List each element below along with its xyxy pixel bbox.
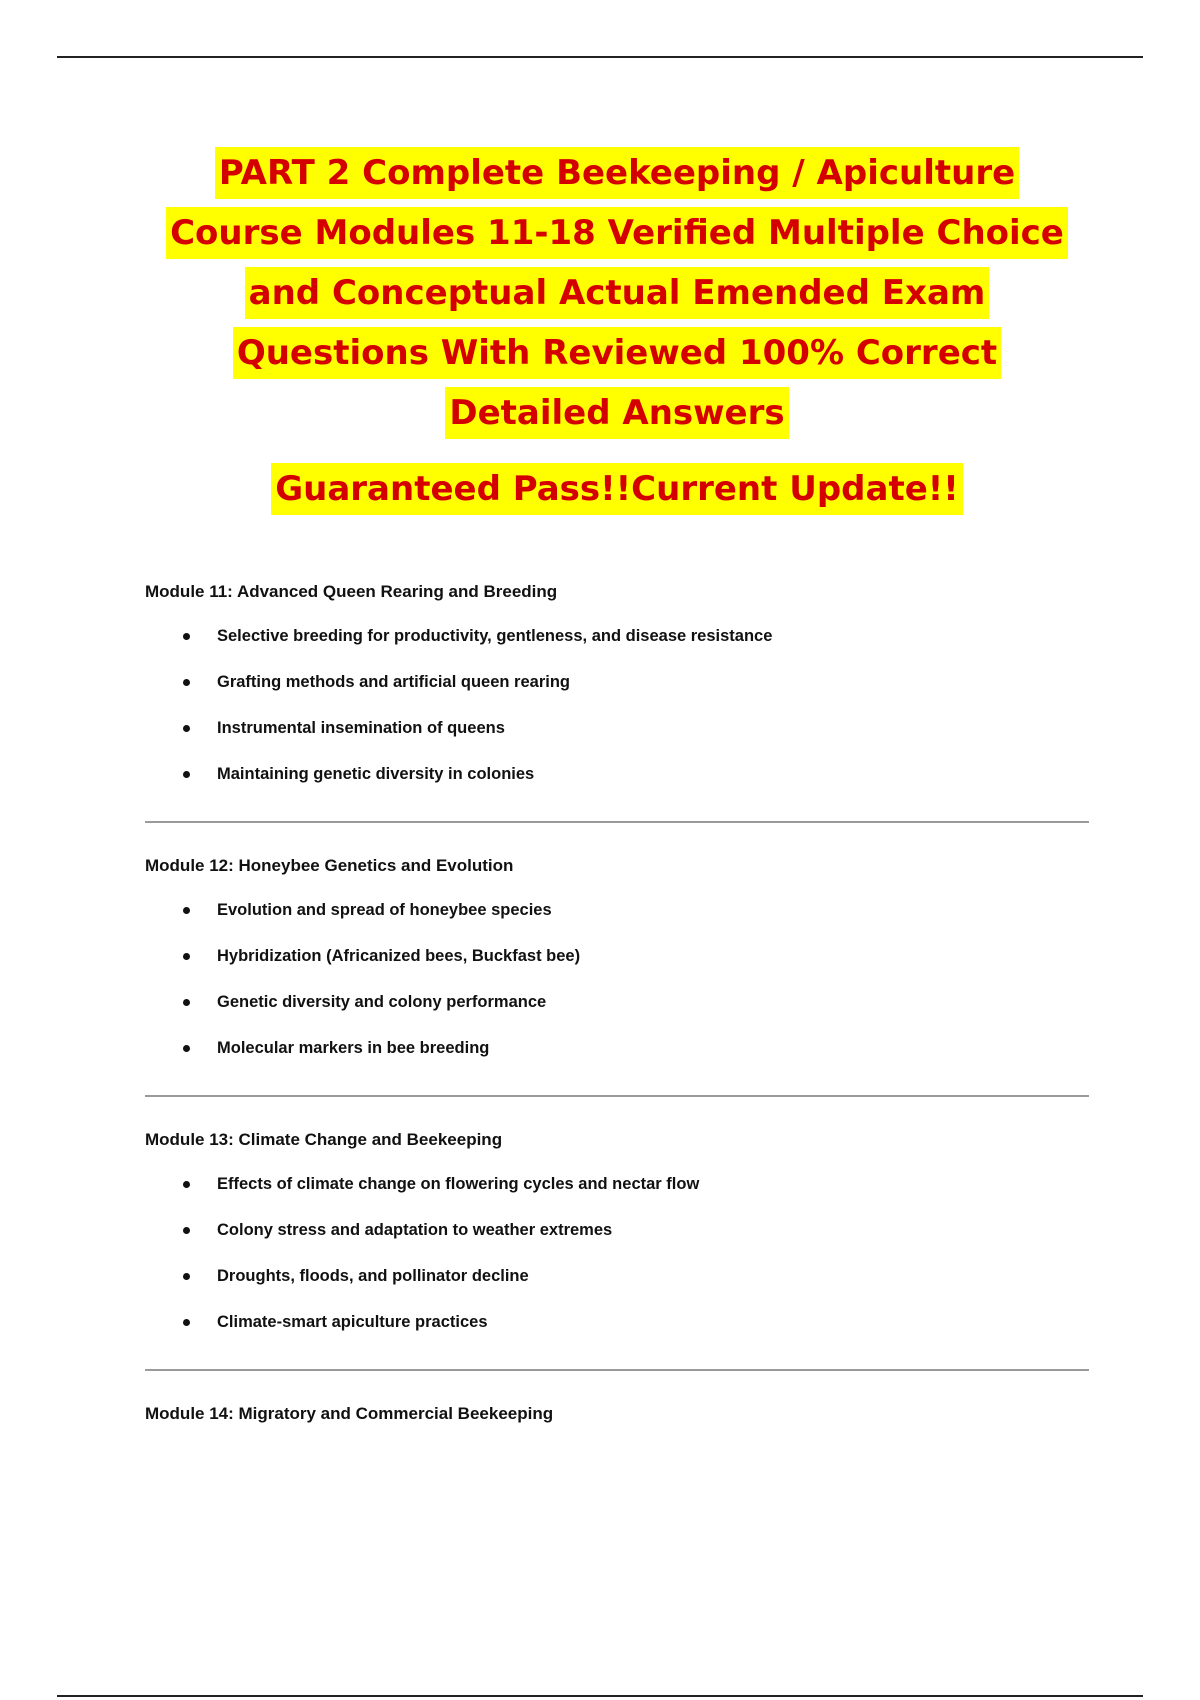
bullet-icon (183, 953, 190, 960)
bullet-icon (183, 999, 190, 1006)
module-topics (145, 1161, 1089, 1345)
title-line (60, 143, 1174, 203)
title-line-text: Questions With Reviewed 100% Correct (233, 327, 1001, 379)
module-topics (145, 613, 1089, 797)
bullet-icon (183, 1273, 190, 1280)
module-topics (145, 887, 1089, 1071)
list-item (145, 613, 1089, 659)
module-14 (145, 1399, 1089, 1429)
module-heading: Module 12: Honeybee Genetics and Evolution (145, 856, 514, 875)
bullet-icon (183, 633, 190, 640)
module-13 (145, 1125, 1089, 1345)
top-rule (57, 56, 1143, 58)
section-divider (145, 821, 1089, 823)
section-divider (145, 1095, 1089, 1097)
title-line-text: Detailed Answers (445, 387, 788, 439)
module-heading: Module 13: Climate Change and Beekeeping (145, 1130, 503, 1149)
bullet-icon (183, 1319, 190, 1326)
list-item-text: Evolution and spread of honeybee species (217, 901, 552, 919)
bottom-rule (57, 1695, 1143, 1697)
module-heading: Module 14: Migratory and Commercial Beekeeping (145, 1404, 554, 1423)
list-item (145, 979, 1089, 1025)
list-item-text: Selective breeding for productivity, gentleness, and disease resistance (217, 627, 773, 645)
list-item-text: Genetic diversity and colony performance (217, 993, 547, 1011)
bullet-icon (183, 771, 190, 778)
module-heading: Module 11: Advanced Queen Rearing and Breeding (145, 582, 558, 601)
list-item (145, 1253, 1089, 1299)
list-item-text: Maintaining genetic diversity in colonies (217, 765, 535, 783)
list-item (145, 1025, 1089, 1071)
module-11 (145, 577, 1089, 797)
title-line (60, 203, 1174, 263)
bullet-icon (183, 1045, 190, 1052)
list-item (145, 659, 1089, 705)
list-item (145, 1161, 1089, 1207)
list-item (145, 1299, 1089, 1345)
title-line (60, 383, 1174, 443)
list-item-text: Grafting methods and artificial queen rearing (217, 673, 570, 691)
list-item (145, 1207, 1089, 1253)
title-line-text: Course Modules 11-18 Verified Multiple Choice (166, 207, 1068, 259)
title-line (60, 263, 1174, 323)
list-item-text: Molecular markers in bee breeding (217, 1039, 490, 1057)
list-item-text: Effects of climate change on flowering cycles and nectar flow (217, 1175, 700, 1193)
subtitle-text: Guaranteed Pass!!Current Update!! (271, 463, 963, 515)
module-list (145, 577, 1089, 1429)
bullet-icon (183, 725, 190, 732)
bullet-icon (183, 1227, 190, 1234)
document-title (60, 143, 1174, 519)
module-12 (145, 851, 1089, 1071)
section-divider (145, 1369, 1089, 1371)
list-item-text: Instrumental insemination of queens (217, 719, 505, 737)
list-item-text: Climate-smart apiculture practices (217, 1313, 488, 1331)
list-item-text: Hybridization (Africanized bees, Buckfast bee) (217, 947, 581, 965)
list-item (145, 751, 1089, 797)
list-item-text: Droughts, floods, and pollinator decline (217, 1267, 529, 1285)
title-line (60, 323, 1174, 383)
bullet-icon (183, 907, 190, 914)
subtitle (60, 459, 1174, 519)
bullet-icon (183, 679, 190, 686)
bullet-icon (183, 1181, 190, 1188)
title-line-text: and Conceptual Actual Emended Exam (245, 267, 990, 319)
list-item-text: Colony stress and adaptation to weather extremes (217, 1221, 613, 1239)
list-item (145, 887, 1089, 933)
title-line-text: PART 2 Complete Beekeeping / Apiculture (215, 147, 1019, 199)
list-item (145, 933, 1089, 979)
list-item (145, 705, 1089, 751)
